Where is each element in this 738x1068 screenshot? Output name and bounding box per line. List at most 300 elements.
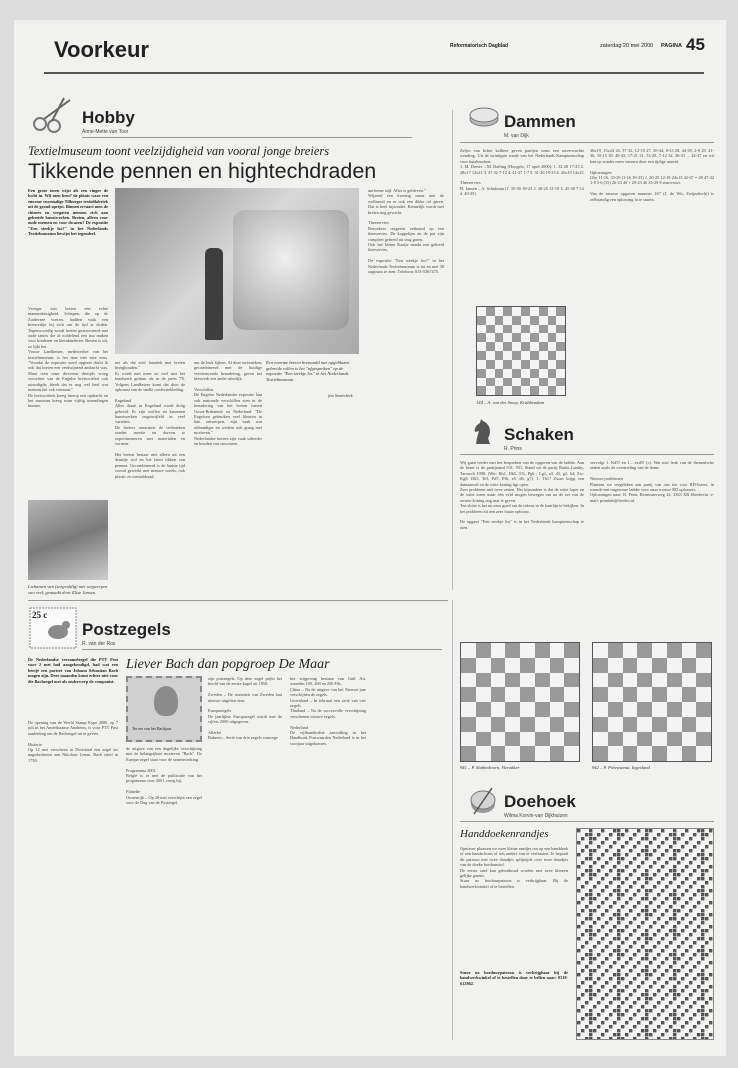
pattern-cell [581,1033,584,1036]
pattern-cell [617,949,620,952]
pattern-cell [701,841,704,844]
pattern-cell [693,901,696,904]
pattern-cell [597,969,600,972]
pattern-cell [665,921,668,924]
pattern-cell [601,913,604,916]
postzegels-col1: De opening van de World Stamp Expo 2000, op 7 juli in het Amerikaanse Anaheim, is voor PTT Post aanleiding om de Bachzegel uit te geven. Historie Op 12 mei verscheen in Duitsland een zegel ter nagedachtenis aan Nikolaus Lenau. Bach stierf in 1750. [28,720,118,763]
pattern-cell [673,889,676,892]
pattern-cell [693,909,696,912]
pattern-cell [681,937,684,940]
pattern-cell [637,889,640,892]
pattern-cell [677,869,680,872]
pattern-cell [645,949,648,952]
pattern-cell [609,937,612,940]
pattern-cell [649,985,652,988]
pattern-cell [617,853,620,856]
pattern-cell [601,841,604,844]
pattern-cell [593,829,596,832]
pattern-cell [669,901,672,904]
pattern-cell [605,1005,608,1008]
pattern-cell [613,873,616,876]
pattern-cell [673,881,676,884]
pattern-cell [577,965,580,968]
pattern-cell [681,1005,684,1008]
pattern-cell [689,897,692,900]
pattern-cell [641,829,644,832]
pattern-cell [697,849,700,852]
pattern-cell [665,957,668,960]
pattern-cell [685,833,688,836]
pattern-cell [609,901,612,904]
pattern-cell [589,889,592,892]
board-square [608,732,623,747]
chess-diagram-caption-2: 942 – P. Pietrasanta, Ingesland [592,765,650,770]
pattern-cell [601,861,604,864]
board-square [503,333,512,342]
pattern-cell [621,945,624,948]
pattern-cell [601,1001,604,1004]
pattern-cell [685,1009,688,1012]
pattern-cell [641,857,644,860]
pattern-cell [709,1029,712,1032]
pattern-cell [589,1001,592,1004]
pattern-cell [597,949,600,952]
pattern-cell [705,989,708,992]
pattern-cell [581,953,584,956]
pattern-cell [685,993,688,996]
pattern-cell [577,981,580,984]
pattern-cell [625,873,628,876]
pattern-cell [641,897,644,900]
pattern-cell [629,961,632,964]
pattern-cell [645,1009,648,1012]
pattern-cell [689,861,692,864]
pattern-cell [685,1033,688,1036]
postzegels-col4: het vrijgeving bestaan van Gulf Air. waarden 100, 200 en 250 Fils. China – Na de uitgave van het Nieuwe jaar verschijnen de zegels. Groenland – In februari een serie van vier zegels. Thailand – Na de succesvolle verschijning verschenen nieuwe zegels. Nederland De vijfhonderdste aanvulling in het Handboek Postwaarden Nederland is in het voorjaar uitgekomen. [290,676,366,746]
pattern-cell [585,885,588,888]
pattern-cell [589,1021,592,1024]
pattern-cell [581,961,584,964]
pattern-cell [693,865,696,868]
pattern-cell [693,905,696,908]
page-number: 45 [686,35,705,54]
pattern-cell [693,1029,696,1032]
pattern-cell [645,857,648,860]
pattern-cell [609,1037,612,1039]
pattern-cell [645,897,648,900]
pattern-cell [681,925,684,928]
pattern-cell [589,925,592,928]
board-square [520,687,535,702]
pattern-cell [577,973,580,976]
doehoek-body: Opnieuw plaatsen we twee kleine randjes om op een handdoek of een handschoen of iets anders van te verfraaien. Je bepaalt dit patroon met twee draadjes splijtzijde over twee draadjes van de doeke borduurstof. De eerste rand kan geborduurd worden met twee kleuren gelijke garens. Stuur no borduurpatroon is verkrijgbaar. Bij de handwerkwinkel of te bestellen. [460,846,568,889]
board-square [535,732,550,747]
pattern-cell [649,881,652,884]
pattern-cell [677,1037,680,1039]
pattern-cell [577,861,580,864]
pattern-cell [661,1021,664,1024]
pattern-cell [657,953,660,956]
pattern-cell [609,957,612,960]
pattern-cell [673,989,676,992]
pattern-cell [693,977,696,980]
pattern-cell [693,917,696,920]
pattern-cell [577,945,580,948]
pattern-cell [593,1025,596,1028]
pattern-cell [705,941,708,944]
pattern-cell [641,861,644,864]
pattern-cell [653,949,656,952]
pattern-cell [609,837,612,840]
pattern-cell [633,945,636,948]
pattern-cell [657,949,660,952]
pattern-cell [613,1001,616,1004]
pattern-cell [693,949,696,952]
pattern-cell [629,829,632,832]
pattern-cell [637,929,640,932]
pattern-cell [665,893,668,896]
pattern-cell [661,869,664,872]
pattern-cell [581,917,584,920]
pattern-cell [629,977,632,980]
pattern-cell [705,861,708,864]
pattern-cell [581,1005,584,1008]
pattern-cell [633,869,636,872]
pattern-cell [669,1037,672,1039]
pattern-cell [649,913,652,916]
pattern-cell [613,997,616,1000]
pattern-cell [621,961,624,964]
pattern-cell [649,889,652,892]
pattern-cell [613,1009,616,1012]
pattern-cell [605,929,608,932]
pattern-cell [581,1029,584,1032]
pattern-cell [605,877,608,880]
hobby-kicker: Textielmuseum toont veelzijdigheid van vooral jonge breiers [28,144,330,158]
pattern-cell [601,929,604,932]
pattern-cell [665,833,668,836]
pattern-cell [673,845,676,848]
board-square [521,307,530,316]
pattern-cell [621,893,624,896]
pattern-cell [605,1021,608,1024]
pattern-cell [577,829,580,832]
pattern-cell [629,1017,632,1020]
pattern-cell [649,885,652,888]
pattern-cell [609,1013,612,1016]
board-square [530,378,539,387]
pattern-cell [689,957,692,960]
pattern-cell [605,1025,608,1028]
board-square [637,746,652,761]
pattern-cell [673,897,676,900]
pattern-cell [645,921,648,924]
pattern-cell [641,1033,644,1036]
pattern-cell [653,1009,656,1012]
pattern-cell [677,965,680,968]
pattern-cell [681,917,684,920]
pattern-cell [649,1017,652,1020]
pattern-cell [625,965,628,968]
pattern-cell [685,841,688,844]
pattern-cell [653,989,656,992]
pattern-cell [613,973,616,976]
pattern-cell [649,933,652,936]
board-square [503,378,512,387]
board-square [521,333,530,342]
pattern-cell [593,1001,596,1004]
pattern-cell [673,841,676,844]
pattern-cell [661,873,664,876]
board-square [556,369,565,378]
pattern-cell [689,1005,692,1008]
board-square [535,673,550,688]
hobby-rule [82,137,412,138]
pattern-cell [613,837,616,840]
pattern-cell [673,877,676,880]
pattern-cell [693,1001,696,1004]
board-square [564,702,579,717]
pattern-cell [645,841,648,844]
pattern-cell [673,969,676,972]
pattern-cell [589,901,592,904]
pattern-cell [673,1021,676,1024]
pattern-cell [661,837,664,840]
pattern-cell [681,853,684,856]
board-square [637,687,652,702]
pattern-cell [681,1025,684,1028]
board-square [495,316,504,325]
pattern-cell [669,933,672,936]
board-square [539,360,548,369]
pattern-cell [681,1021,684,1024]
pattern-cell [669,977,672,980]
pattern-cell [689,1001,692,1004]
pattern-cell [637,973,640,976]
pattern-cell [637,925,640,928]
pattern-cell [677,969,680,972]
board-square [667,687,682,702]
pattern-cell [669,1033,672,1036]
pattern-cell [653,853,656,856]
pattern-cell [645,969,648,972]
pattern-cell [641,917,644,920]
pattern-cell [665,901,668,904]
board-square [476,702,491,717]
pattern-cell [641,965,644,968]
pattern-cell [617,865,620,868]
pattern-cell [681,885,684,888]
pattern-cell [585,857,588,860]
pattern-cell [593,941,596,944]
pattern-cell [585,881,588,884]
pattern-cell [641,841,644,844]
pattern-cell [641,941,644,944]
pattern-cell [681,945,684,948]
board-square [520,746,535,761]
pattern-cell [649,833,652,836]
pattern-cell [605,861,608,864]
pattern-cell [613,845,616,848]
board-square [696,717,711,732]
pattern-cell [681,837,684,840]
board-square [623,702,638,717]
pattern-cell [677,1009,680,1012]
doehoek-headline: Handdoekenrandjes [460,828,549,840]
pattern-cell [681,981,684,984]
pattern-cell [689,925,692,928]
pattern-cell [597,889,600,892]
pattern-cell [609,1029,612,1032]
pattern-cell [669,1021,672,1024]
pattern-cell [577,985,580,988]
pattern-cell [645,881,648,884]
pattern-cell [617,917,620,920]
pattern-cell [697,841,700,844]
pattern-cell [693,953,696,956]
pattern-cell [637,997,640,1000]
pattern-cell [597,1037,600,1039]
pattern-cell [653,897,656,900]
board-square [486,369,495,378]
pattern-cell [633,889,636,892]
pattern-cell [601,857,604,860]
pattern-cell [581,877,584,880]
pattern-cell [629,857,632,860]
pattern-cell [657,969,660,972]
pattern-cell [625,949,628,952]
pattern-cell [613,965,616,968]
pattern-cell [653,861,656,864]
pattern-cell [613,945,616,948]
board-square [477,333,486,342]
pattern-cell [617,993,620,996]
pattern-cell [617,961,620,964]
pattern-cell [693,845,696,848]
pattern-cell [705,873,708,876]
pattern-cell [709,873,712,876]
pattern-cell [601,949,604,952]
pattern-cell [689,877,692,880]
pattern-cell [625,953,628,956]
pattern-cell [633,933,636,936]
pattern-cell [641,873,644,876]
pattern-cell [705,845,708,848]
pattern-cell [645,941,648,944]
pattern-cell [705,905,708,908]
pattern-cell [697,945,700,948]
pattern-cell [589,973,592,976]
pattern-cell [597,917,600,920]
pattern-cell [705,929,708,932]
page-header [54,34,704,70]
pattern-cell [645,1005,648,1008]
pattern-cell [649,1037,652,1039]
needle-thread-icon [466,784,500,818]
pattern-cell [653,937,656,940]
pattern-cell [593,833,596,836]
pattern-cell [665,977,668,980]
pattern-cell [613,933,616,936]
board-square [539,333,548,342]
pattern-cell [605,1013,608,1016]
pattern-cell [605,981,608,984]
board-square [667,746,682,761]
board-square [520,732,535,747]
pattern-cell [601,1005,604,1008]
pattern-cell [637,949,640,952]
pattern-cell [665,845,668,848]
pattern-cell [685,925,688,928]
pattern-cell [609,921,612,924]
board-square [486,325,495,334]
pattern-cell [625,981,628,984]
pattern-cell [637,865,640,868]
pattern-cell [601,901,604,904]
pattern-cell [657,917,660,920]
pattern-cell [709,925,712,928]
pattern-cell [677,921,680,924]
pattern-cell [645,1029,648,1032]
pattern-cell [645,873,648,876]
pattern-cell [609,981,612,984]
pattern-cell [657,933,660,936]
board-square [512,386,521,395]
pattern-cell [625,961,628,964]
pattern-cell [577,889,580,892]
board-square [530,325,539,334]
board-square [477,307,486,316]
pattern-cell [597,1029,600,1032]
pattern-cell [629,965,632,968]
pattern-cell [585,925,588,928]
board-square [652,746,667,761]
pattern-cell [629,933,632,936]
pattern-cell [601,837,604,840]
pattern-cell [581,993,584,996]
pattern-cell [665,929,668,932]
pattern-cell [697,873,700,876]
pattern-cell [637,849,640,852]
board-square [535,717,550,732]
pattern-cell [709,841,712,844]
pattern-cell [641,905,644,908]
pattern-cell [593,1021,596,1024]
pattern-cell [633,957,636,960]
pattern-cell [701,893,704,896]
pattern-cell [689,909,692,912]
pattern-cell [581,833,584,836]
pattern-cell [601,833,604,836]
pattern-cell [665,861,668,864]
pattern-cell [645,929,648,932]
pattern-cell [705,1005,708,1008]
pattern-cell [633,1033,636,1036]
board-square [477,342,486,351]
board-square [548,307,557,316]
pattern-cell [581,1017,584,1020]
pattern-cell [649,909,652,912]
pattern-cell [605,913,608,916]
postzegels-rule [82,649,442,650]
pattern-cell [657,1021,660,1024]
pattern-cell [593,977,596,980]
pattern-cell [657,885,660,888]
pattern-cell [617,1005,620,1008]
pattern-cell [677,981,680,984]
pattern-cell [593,889,596,892]
pattern-cell [625,893,628,896]
